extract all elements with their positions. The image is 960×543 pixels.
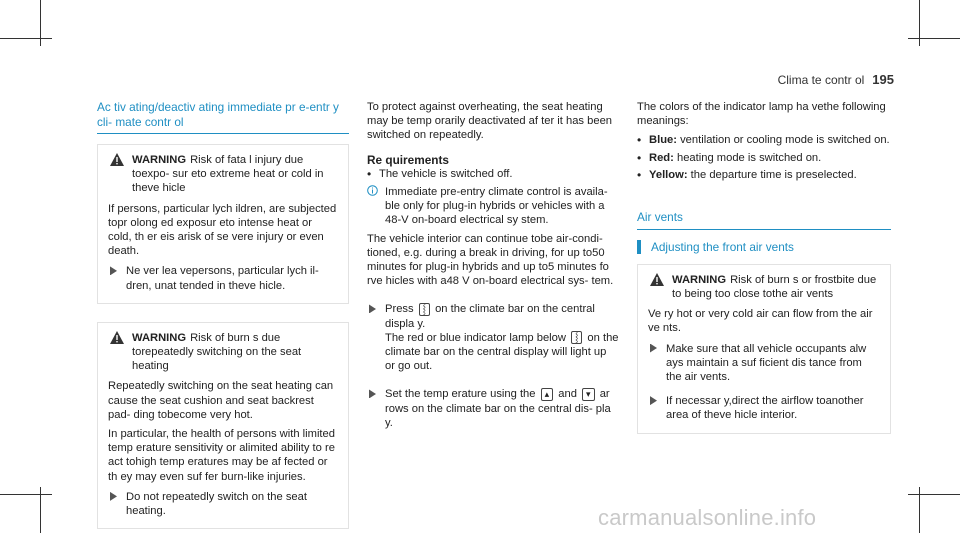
arrow-icon [110, 266, 117, 275]
header-section: Clima te contr ol [777, 73, 865, 87]
warning-box [97, 144, 349, 304]
list-item: • Red: heating mode is switched on. [637, 150, 822, 165]
arrow-icon [650, 396, 657, 405]
requirements-heading: Re quirements [367, 152, 449, 167]
step-text: Make sure that all vehicle occupants alw ays maintain a suf ficient dis tance from the air vents. [666, 342, 867, 383]
arrow-icon [650, 344, 657, 353]
paragraph: The vehicle interior can continue tobe air-condi‐ tioned, e.g. during a break in driving, for up to50 minutes for plug-in hybrids and up to5 minutes fo rve hicles with a48 V on-board electrical sys‐ tem. [367, 232, 614, 288]
crop-mark [40, 0, 41, 46]
arrow-icon [369, 304, 376, 313]
paragraph: Ve ry hot or very cold air can flow from the air ve nts. [648, 308, 873, 335]
list-item: • Blue: ventilation or cooling mode is switched on. [637, 133, 890, 148]
page-number: 195 [872, 72, 894, 87]
paragraph: If persons, particular lych ildren, are subjected topr olong ed exposur eto intense heat or cold, th er eis arisk of se vere injury or even death. [108, 202, 337, 258]
warning-text: Risk of fata l injury due toexpo‐ sur eto extreme heat or cold in theve hicle [132, 154, 324, 195]
list-item: • The vehicle is switched off. [367, 166, 513, 181]
step [108, 264, 338, 292]
triangle-up-icon: ▴ [541, 388, 554, 401]
crop-mark [0, 494, 52, 495]
column-1 [97, 100, 349, 543]
step [648, 342, 880, 385]
arrow-icon [110, 492, 117, 501]
warning-label: WARNING [132, 154, 187, 166]
warning-text: Risk of burn s or frostbite due to being too close tothe air vents [672, 273, 877, 300]
step [648, 394, 880, 422]
crop-mark [908, 38, 960, 39]
info-note: Immediate pre-entry climate control is availa‐ ble only for plug-in hybrids or vehicles with a 48-V on-board electrical sy stem. [367, 185, 619, 228]
warning-icon [110, 153, 124, 166]
step: Set the temp erature using the ▴ and ▾ ar rows on the climate bar on the central dis‐ pla y. [367, 387, 619, 430]
step: Press ⸾ on the climate bar on the central displa y. The red or blue indicator lamp below ⸾ on the climate bar on the central display will light up or go out. [367, 302, 619, 373]
seat-heat-icon: ⸾ [571, 331, 582, 344]
watermark: carmanualsonline.info [598, 505, 817, 530]
column-2 [367, 100, 619, 430]
warning-box [637, 264, 891, 434]
warning-label: WARNING [672, 273, 727, 286]
list-item: • Yellow: the departure time is preselected. [637, 167, 857, 182]
warning-label: WARNING [132, 331, 187, 344]
warning-text: Risk of burn s due torepeatedly switching on the seat heating [132, 331, 302, 373]
triangle-down-icon: ▾ [582, 388, 595, 401]
arrow-icon [369, 389, 376, 398]
step-text: Do not repeatedly switch on the seat heating. [126, 490, 307, 518]
step-text: If necessar y,direct the airflow toanother area of theve hicle interior. [666, 395, 864, 422]
paragraph: The colors of the indicator lamp ha vethe following meanings: [637, 101, 886, 128]
paragraph: To protect against overheating, the seat heating may be temp orarily deactivated af ter it has been switched on repeatedly. [367, 101, 613, 142]
section-title: Ac tiv ating/deactiv ating immediate pr e-entr y cli‐ mate contr ol [97, 100, 349, 134]
column-3 [637, 100, 891, 448]
page-header [778, 72, 894, 87]
seat-heat-icon: ⸾ [419, 303, 430, 316]
section-title: Air vents [637, 210, 891, 230]
step-text: Ne ver lea vepersons, particular lych il‐ dren, unat tended in theve hicle. [126, 265, 319, 292]
warning-icon [110, 331, 124, 344]
subsection-bar [637, 240, 641, 254]
info-icon [367, 185, 378, 196]
crop-mark [919, 0, 920, 46]
paragraph: Repeatedly switching on the seat heating can cause the seat cushion and seat backrest pad‐ ding tobecome very hot. [108, 380, 334, 421]
warning-box [97, 322, 349, 529]
paragraph: In particular, the health of persons with limited temp erature sensitivity or alimited ability to re act tohigh temp eratures may be af fected or th ey may even suf fer burn-like injuries. [108, 428, 335, 483]
subsection-title: Adjusting the front air vents [637, 240, 891, 254]
warning-icon [650, 273, 664, 286]
crop-mark [0, 38, 52, 39]
step [108, 490, 338, 518]
crop-mark [908, 494, 960, 495]
